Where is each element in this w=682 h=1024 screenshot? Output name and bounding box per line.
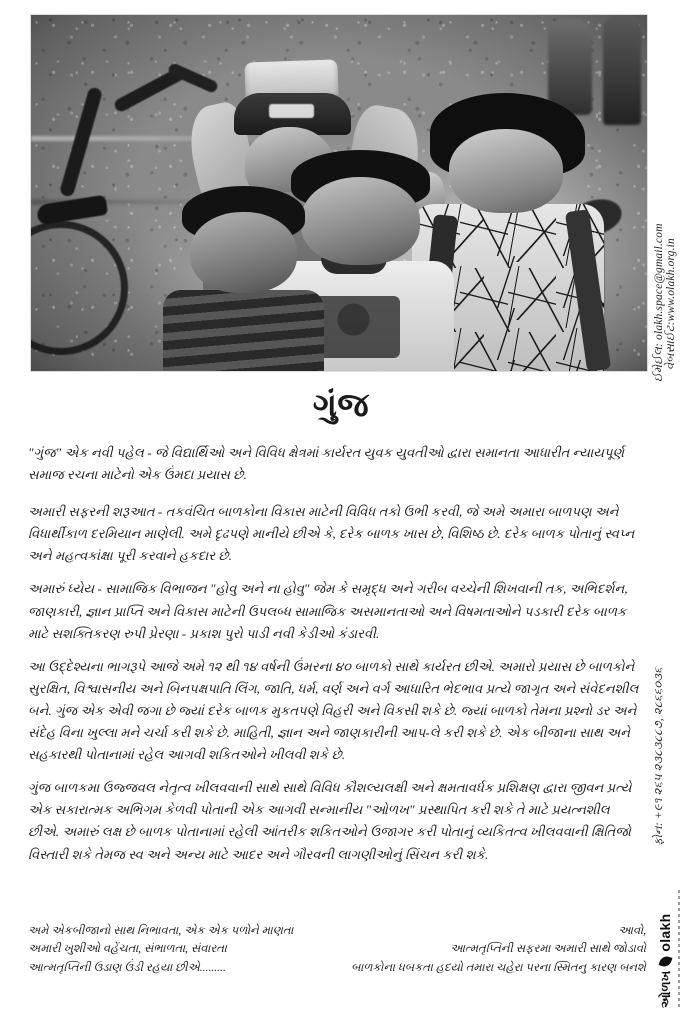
- closing-left-text: [28, 922, 322, 977]
- olakh-logo: [650, 886, 680, 1008]
- closing-left-line-2: અમારી ખુશીઓ વહેંચતા, સંભાળતા, સંવારતા: [28, 942, 227, 956]
- leaf-icon: [658, 954, 672, 968]
- paragraph-intro: "ગુંજ" એક નવી પહેલ - જે વિદ્યાર્થિઓ અને વિવિધ ક્ષેત્રમાં કાર્યરત યુવક યુવતીઓ દ્વારા સમાનતા આધારીત ન્યાયપૂર્ણ સમાજ રચના માટેનો એક ઉંમદા પ્રયાસ છે.: [28, 445, 625, 483]
- phone-text[interactable]: ફોન: +૯૧ ૨૬૫ ૨૩૮૩૮૮૭, ૨૮૬૬૦૩૬: [653, 667, 665, 846]
- closing-left-line-1: અમે એકબીજાનો સાથ નિભાવતા, એક એક પળોને માણતા: [28, 924, 294, 937]
- child-face: [449, 129, 564, 212]
- closing-right-line-3: બાળકોના ધબકતા હદયો તમારા ચહેરા પરના સ્મિતનુ કારણ બનશે: [351, 960, 646, 974]
- photo-background: [31, 15, 647, 371]
- paragraph-journey: અમારી સફરની શરૂઆત - તકવંચિત બાળકોના વિકાસ માટેની વિવિધ તકો ઉભી કરવી, જે અમે અમારા બાળપણ અને વિધાર્થીકાળ દરમિયાન માણેલી. અમે દૃઢપણે માનીયે છીએ કે, દરેક બાળક ખાસ છે, વિશિષ્ઠ છે. દરેક બાળક પોતાનું સ્વપ્ન અને મહત્વકાંક્ષા પૂરી કરવાને હકદાર છે.: [28, 504, 635, 564]
- email-text[interactable]: ઈમેઈલ: olakh.space@gmail.com: [653, 223, 665, 382]
- background-person-right: [603, 15, 641, 125]
- paragraph-mission: અમારું ધ્યેય - સામાજિક વિભાજન "હોવુ અને ના હોવુ" જેમ કે સમૃદ્ધ અને ગરીબ વચ્ચેની શિખવાની તક, અભિદર્શન, જાણકારી, જ્ઞાન પ્રાપ્તિ અને વિકાસ માટેની ઉપલબ્ધ સામાજિક અસમાનતાઓ અને વિષમતાઓને પડકારી દરેક બાળક માટે સશક્તિકરણ રુપી પ્રેરણા - પ્રકાશ પુરો પાડી નવી કેડીઓ કંડારવી.: [28, 581, 628, 641]
- paragraph-program: આ ઉદ્દેશ્યના ભાગરૂપે આજે અમે ૧૨ થી ૧૪ વર્ષની ઉંમરના ૪૦ બાળકો સાથે કાર્યરત છીએ. અમારો પ્રયાસ છે બાળકોને સુરક્ષિત, વિશ્વાસનીય અને બિનપક્ષપાતિ લિંગ, જાતિ, ધર્મ, વર્ણ અને વર્ગ આધારિત ભેદભાવ પ્રત્યે જાગૃત અને સંવેદનશીલ બને. ગુંજ એક એવી જગા છે જ્યાં દરેક બાળક મુકતપણે વિહરી અને વિકસી શકે છે. જ્યાં બાળકો તેમના પ્રશ્નો ડર અને સંદેહ વિના ખુલ્લા મને ચર્ચા કરી શકે છે. માહિતી, જ્ઞાન અને જાણકારીની આપ-લે કરી શકે છે. એક બીજાના સાથ અને સહકારથી પોતાનામાં રહેલ આગવી શકિતઓને ખીલવી શકે છે.: [28, 658, 639, 763]
- striped-shirt: [163, 290, 323, 372]
- logo-gujarati-text: ઓળખ: [657, 970, 673, 1008]
- page-title: ગુંજ: [312, 388, 370, 424]
- child-face: [190, 212, 298, 293]
- closing-right-line-1: આવો,: [618, 924, 646, 937]
- header-photo: [30, 14, 648, 372]
- closing-left-line-3: આત્મતૃપ્તિની ઉડાણ ઉંડી રહયા છીએ.........: [28, 960, 226, 974]
- logo-inner: [650, 886, 680, 1008]
- body-content: [28, 442, 643, 877]
- website-text[interactable]: વેબસાઈટ:www.olakh.org.in: [665, 238, 677, 370]
- contact-sidebar: [648, 0, 682, 1024]
- closing-right-text: [322, 922, 646, 977]
- logo-divider: [678, 890, 680, 1008]
- paragraph-vision: ગુંજ બાળકમા ઉજ્જવલ નેતૃત્વ ખીલવવાની સાથે સાથે વિવિધ કૌશલ્યલક્ષી અને ક્ષમતાવર્ધક પ્રશિક્ષણ દ્વારા જીવન પ્રત્યે એક સકારાત્મક અભિગમ કેળવી પોતાની એક આગવી સન્માનીય "ઓળખ" પ્રસ્થાપિત કરી શકે તે માટે પ્રયત્નશીલ છીએ. અમારું લક્ષ છે બાળક પોતાનામાં રહેલી આંતરીક શકિતઓને ઉજાગર કરી પોતાનું વ્યકિતત્વ ખીલવવાની ક્ષિતિજો વિસ્તારી શકે તેમજ સ્વ અને અન્ય માટે આદર અને ગૌરવની લાગણીઓનું સિંચન કરી શકે.: [28, 780, 632, 862]
- logo-latin-text: olakh: [657, 913, 673, 952]
- closing-block: [28, 922, 646, 977]
- child-front-small-boy: [167, 186, 321, 371]
- cap-logo: [269, 104, 313, 118]
- closing-right-line-2: આત્મતૃપ્તિની સફરમા અમારી સાથે જોડાવો: [450, 942, 646, 956]
- logo-mark: [650, 886, 680, 1008]
